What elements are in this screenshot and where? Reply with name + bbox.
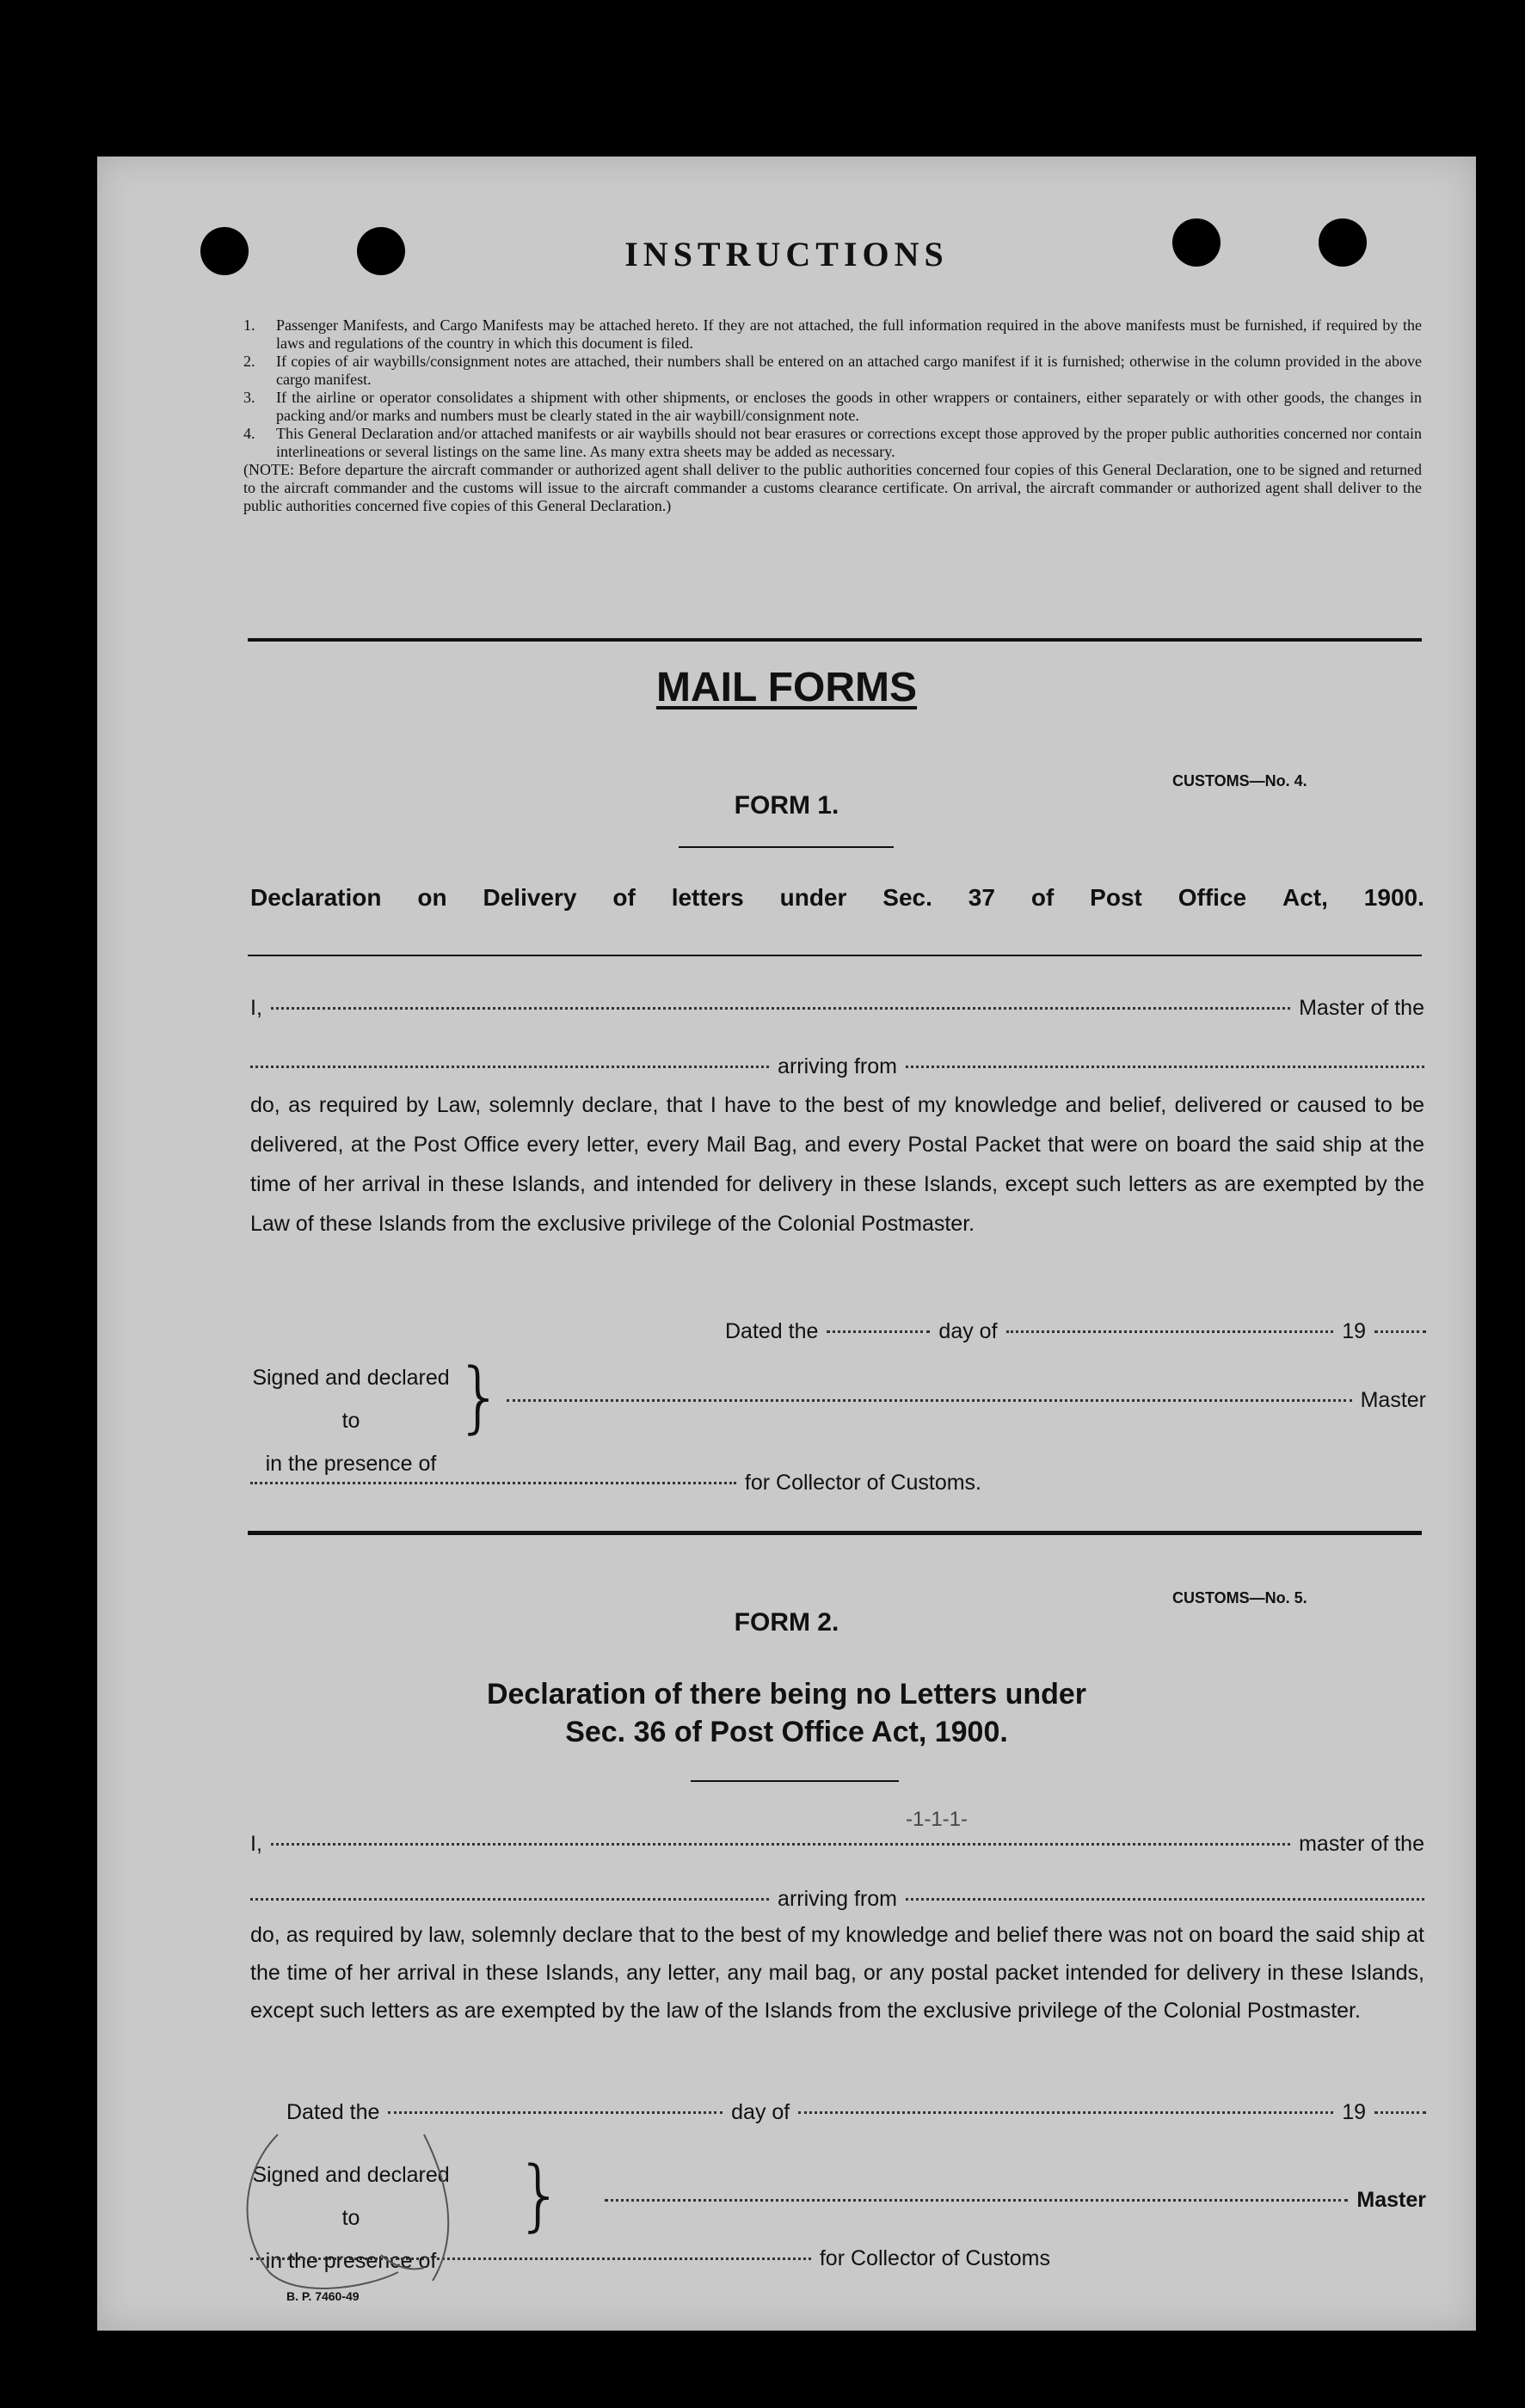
customs-number: CUSTOMS—No. 5.: [1172, 1589, 1307, 1606]
divider: [248, 955, 1422, 956]
form-2-signed-label: Signed and declared to in the presence of: [252, 2163, 450, 2273]
form-1-collector-line: for Collector of Customs.: [250, 1471, 981, 1496]
instruction-item: 3. If the airline or operator consolidates a shipment with other shipments, or encloses the goods in other wrappers or containers, either separately or with other goods, the changes in packing and/or marks and numbers must be clearly stated in the air waybill/consignment note.: [243, 389, 1422, 424]
master-name-field[interactable]: [271, 1007, 1290, 1010]
instruction-item: 1. Passenger Manifests, and Cargo Manifests may be attached hereto. If they are not attached, the full information required in the above manifests must be furnished, if required by the laws and regulations of the country in which this document is filed.: [243, 316, 1422, 352]
dated-year-field[interactable]: [1374, 1330, 1426, 1333]
form-1-signed-label: Signed and declared to in the presence of: [252, 1366, 450, 1476]
form-2-dated-line: Dated the day of 19: [286, 2100, 1426, 2125]
instruction-note: (NOTE: Before departure the aircraft commander or authorized agent shall deliver to the public authorities concerned four copies of this General Declaration, one to be signed and returned to the aircraft commander and the customs will issue to the aircraft commander a customs clearance certificate. On arrival, the aircraft commander or authorized agent shall deliver to the public authorities concerned five copies of this General Declaration.): [243, 461, 1422, 514]
divider: [248, 638, 1422, 642]
form-1-declaration-title: Declaration on Delivery of letters under Sec. 37 of Post Office Act, 1900.: [250, 884, 1424, 911]
form-2-master-line: I, master of the: [250, 1832, 1424, 1856]
divider: [691, 1780, 899, 1782]
form-1-master-sign-line: Master: [507, 1388, 1426, 1413]
form-code: B. P. 7460-49: [286, 2289, 360, 2303]
arriving-from-field[interactable]: [906, 1066, 1424, 1068]
instruction-item: 2. If copies of air waybills/consignment notes are attached, their numbers shall be entered on an attached cargo manifest if it is furnished; otherwise in the column provided in the above cargo manifest.: [243, 353, 1422, 388]
ship-name-field[interactable]: [250, 1898, 769, 1901]
form-2-label: FORM 2.: [734, 1608, 839, 1637]
brace: }: [515, 2150, 565, 2240]
form-2-declaration-title: Declaration of there being no Letters under Sec. 36 of Post Office Act, 1900.: [486, 1678, 1087, 1748]
instructions-list: [243, 316, 1422, 515]
dated-month-field[interactable]: [798, 2111, 1333, 2114]
collector-signature-field[interactable]: [250, 1482, 736, 1484]
form-2-body: do, as required by law, solemnly declare that to the best of my knowledge and belief there was not on board the said ship at the time of her arrival in these Islands, any letter, any mail bag, or any postal packet intended for delivery in these Islands, except such letters as are exempted by the law of the Islands from the exclusive privilege of the Colonial Postmaster.: [250, 1923, 1424, 2023]
master-signature-field[interactable]: [605, 2199, 1348, 2202]
brace: }: [455, 1352, 505, 1442]
form-1-master-line: I, Master of the: [250, 996, 1424, 1020]
ship-name-field[interactable]: [250, 1066, 769, 1068]
form-1-body: do, as required by Law, solemnly declare, that I have to the best of my knowledge and belief, delivered or caused to be delivered, at the Post Office every letter, every Mail Bag, and every Postal Packet that were on board the said ship at the time of her arrival in these Islands, and intended for delivery in these Islands, except such letters as are exempted by the Law of these Islands from the exclusive privilege of the Colonial Postmaster.: [250, 1093, 1424, 1236]
form-1-dated-line: Dated the day of 19: [725, 1319, 1426, 1344]
divider: [679, 846, 894, 848]
customs-number: CUSTOMS—No. 4.: [1172, 772, 1307, 789]
form-1-arriving-line: arriving from: [250, 1054, 1424, 1079]
dated-year-field[interactable]: [1374, 2111, 1426, 2114]
form-2-master-sign-line: Master: [605, 2188, 1426, 2213]
stamp-mark: -1-1-1-: [906, 1808, 968, 1831]
arriving-from-field[interactable]: [906, 1898, 1424, 1901]
master-name-field[interactable]: [271, 1843, 1290, 1846]
mail-forms-title: MAIL FORMS: [655, 665, 918, 710]
instruction-item: 4. This General Declaration and/or attached manifests or air waybills should not bear erasures or corrections except those approved by the proper public authorities concerned nor contain interlineations or several listings on the same line. As many extra sheets may be added as necessary.: [243, 425, 1422, 460]
form-1-label: FORM 1.: [734, 791, 839, 820]
form-2-arriving-line: arriving from: [250, 1887, 1424, 1912]
dated-month-field[interactable]: [1006, 1330, 1334, 1333]
form-2-collector-line: for Collector of Customs: [250, 2246, 1050, 2271]
master-signature-field[interactable]: [507, 1399, 1352, 1402]
instructions-title: INSTRUCTIONS: [624, 235, 949, 273]
divider: [248, 1531, 1422, 1535]
handwritten-signature-mark: [226, 2100, 484, 2307]
document-page: [97, 157, 1476, 2331]
dated-day-field[interactable]: [827, 1330, 930, 1333]
